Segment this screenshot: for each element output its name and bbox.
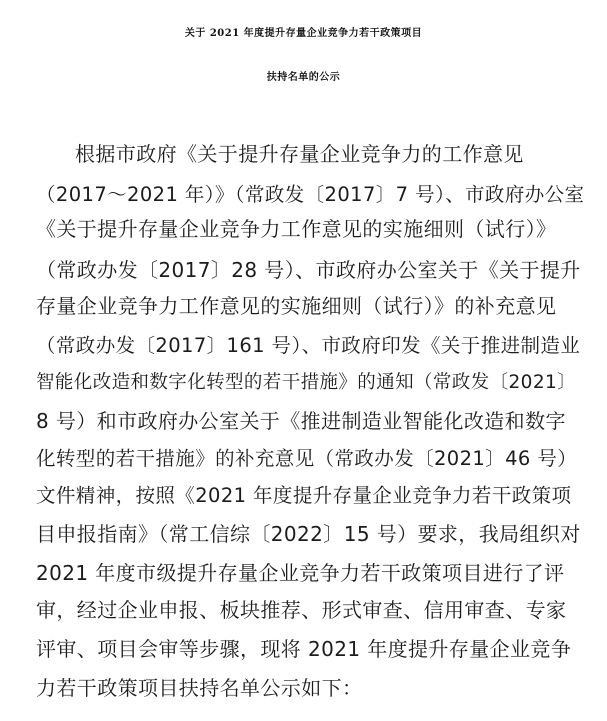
body-line-1: 根据市政府《关于提升存量企业竞争力的工作意见 — [75, 142, 524, 166]
document-title-line-2: 扶持名单的公示 — [266, 72, 341, 83]
body-line-6: （常政办发〔2017〕161 号）、市政府印发《关于推进制造业 — [36, 334, 581, 357]
body-line-9: 化转型的若干措施》的补充意见（常政办发〔2021〕46 号） — [36, 447, 578, 470]
body-line-14: 评审、项目会审等步骤，现将 2021 年度提升存量企业竞争 — [36, 637, 572, 661]
body-line-12: 2021 年度市级提升存量企业竞争力若干政策项目进行了评 — [36, 561, 565, 585]
body-line-10: 文件精神，按照《2021 年度提升存量企业竞争力若干政策项 — [36, 484, 572, 507]
body-line-11: 目申报指南》（常工信综〔2022〕15 号）要求，我局组织对 — [36, 522, 581, 546]
body-line-13: 审，经过企业申报、板块推荐、形式审查、信用审查、专家 — [36, 598, 567, 622]
document-title-line-1: 关于 2021 年度提升存量企业竞争力若干政策项目 — [184, 28, 423, 39]
body-line-8: 8 号）和市政府办公室关于《推进制造业智能化改造和数字 — [36, 409, 566, 433]
body-line-7: 智能化改造和数字化转型的若干措施》的通知（常政发〔2021〕 — [36, 372, 577, 393]
body-line-3: 《关于提升存量企业竞争力工作意见的实施细则（试行）》 — [36, 217, 557, 241]
body-line-2: （2017～2021 年）》（常政发〔2017〕7 号）、市政府办公室 — [36, 183, 585, 206]
body-line-5: 存量企业竞争力工作意见的实施细则（试行）》的补充意见 — [36, 294, 557, 318]
body-line-4: （常政办发〔2017〕28 号）、市政府办公室关于《关于提升 — [36, 258, 581, 282]
body-line-15: 力若干政策项目扶持名单公示如下： — [36, 676, 363, 700]
